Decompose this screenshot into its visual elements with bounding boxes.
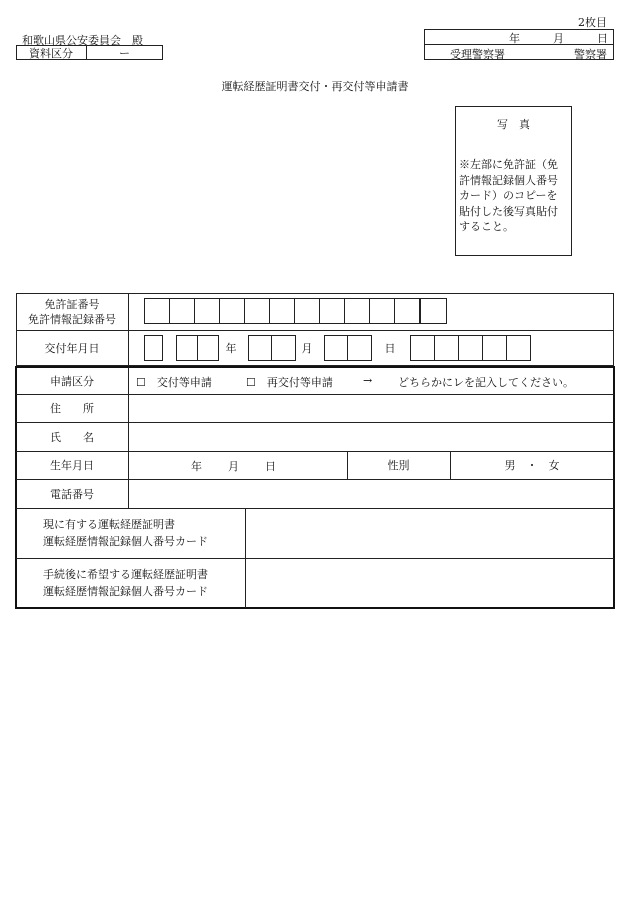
issue-month-label: 月 bbox=[301, 342, 313, 355]
photo-note bbox=[459, 157, 558, 235]
option-issue-checkbox[interactable]: ☐ 交付等申請 bbox=[136, 376, 212, 389]
birth-date-label: 生年月日 bbox=[50, 459, 94, 472]
issue-extra-box[interactable] bbox=[482, 335, 507, 361]
arrow-icon: → bbox=[363, 374, 373, 387]
license-digit-box[interactable] bbox=[319, 298, 345, 324]
issue-day-label: 日 bbox=[384, 342, 396, 355]
police-station-suffix[interactable]: 警察署 bbox=[574, 48, 607, 61]
date-year-label[interactable]: 年 bbox=[509, 32, 520, 45]
issue-day-box[interactable] bbox=[324, 335, 348, 361]
license-label-divider bbox=[128, 293, 129, 366]
police-station-label: 受理警察署 bbox=[450, 48, 505, 61]
license-digit-box[interactable] bbox=[169, 298, 195, 324]
photo-heading: 写 真 bbox=[497, 118, 530, 131]
issue-extra-box[interactable] bbox=[410, 335, 435, 361]
license-digit-box[interactable] bbox=[219, 298, 245, 324]
issue-date-label: 交付年月日 bbox=[44, 342, 100, 355]
desired-cert-label-line: 運転経歴情報記録個人番号カード bbox=[43, 585, 208, 598]
license-number-label-line: 免許情報記録番号 bbox=[28, 312, 116, 326]
issue-era-box[interactable] bbox=[144, 335, 163, 361]
gender-options[interactable]: 男 ・ 女 bbox=[504, 459, 560, 472]
license-number-label-line: 免許証番号 bbox=[44, 297, 100, 311]
issue-extra-box[interactable] bbox=[506, 335, 531, 361]
application-type-label: 申請区分 bbox=[50, 374, 94, 388]
desired-cert-label-line: 手続後に希望する運転経歴証明書 bbox=[43, 568, 208, 581]
name-label: 氏 名 bbox=[50, 430, 94, 444]
gender-label: 性別 bbox=[387, 459, 410, 472]
current-cert-label bbox=[16, 508, 245, 558]
current-cert-field[interactable] bbox=[246, 509, 614, 558]
license-digit-box[interactable] bbox=[294, 298, 320, 324]
doc-class-label: 資料区分 bbox=[29, 46, 73, 60]
date-month-label[interactable]: 月 bbox=[553, 32, 564, 45]
current-cert-label-line: 運転経歴情報記録個人番号カード bbox=[43, 535, 208, 548]
license-digit-box[interactable] bbox=[369, 298, 395, 324]
issue-month-box[interactable] bbox=[271, 335, 296, 361]
addressee: 和歌山県公安委員会 殿 bbox=[22, 34, 143, 47]
license-digit-box[interactable] bbox=[144, 298, 170, 324]
option-reissue-checkbox[interactable]: ☐ 再交付等申請 bbox=[246, 376, 333, 389]
issue-month-box[interactable] bbox=[248, 335, 272, 361]
license-number-label bbox=[16, 293, 128, 330]
birth-year-label[interactable]: 年 bbox=[191, 460, 202, 473]
birth-month-label[interactable]: 月 bbox=[228, 460, 239, 473]
phone-label: 電話番号 bbox=[50, 487, 94, 501]
application-instruction: どちらかにレを記入してください。 bbox=[398, 376, 574, 389]
license-digit-box[interactable] bbox=[269, 298, 295, 324]
issue-year-box[interactable] bbox=[176, 335, 198, 361]
issue-year-box[interactable] bbox=[197, 335, 219, 361]
birth-day-label[interactable]: 日 bbox=[265, 460, 276, 473]
desired-cert-label bbox=[16, 558, 245, 608]
license-digit-box[interactable] bbox=[244, 298, 270, 324]
issue-extra-box[interactable] bbox=[458, 335, 483, 361]
form-title: 運転経歴証明書交付・再交付等申請書 bbox=[221, 80, 409, 93]
license-digit-box[interactable] bbox=[394, 298, 420, 324]
date-day-label[interactable]: 日 bbox=[597, 32, 608, 45]
photo-note-line: 許情報記録個人番号 bbox=[459, 173, 558, 187]
photo-note-line: ※左部に免許証（免 bbox=[459, 158, 558, 171]
doc-class-value: ー bbox=[119, 46, 130, 60]
name-field[interactable] bbox=[129, 423, 614, 451]
photo-note-line: すること。 bbox=[459, 220, 514, 233]
license-digit-box[interactable] bbox=[194, 298, 220, 324]
address-field[interactable] bbox=[129, 395, 614, 422]
license-digit-box[interactable] bbox=[344, 298, 370, 324]
page-number: 2枚目 bbox=[578, 16, 607, 29]
photo-note-line: カード）のコピーを bbox=[459, 189, 558, 202]
photo-note-line: 貼付した後写真貼付 bbox=[459, 204, 558, 218]
address-label: 住 所 bbox=[50, 402, 94, 415]
license-digit-box[interactable] bbox=[420, 298, 447, 324]
issue-day-box[interactable] bbox=[347, 335, 372, 361]
issue-year-label: 年 bbox=[225, 342, 237, 355]
phone-field[interactable] bbox=[129, 480, 614, 508]
current-cert-label-line: 現に有する運転経歴証明書 bbox=[43, 518, 175, 531]
issue-extra-box[interactable] bbox=[434, 335, 459, 361]
desired-cert-field[interactable] bbox=[246, 559, 614, 608]
